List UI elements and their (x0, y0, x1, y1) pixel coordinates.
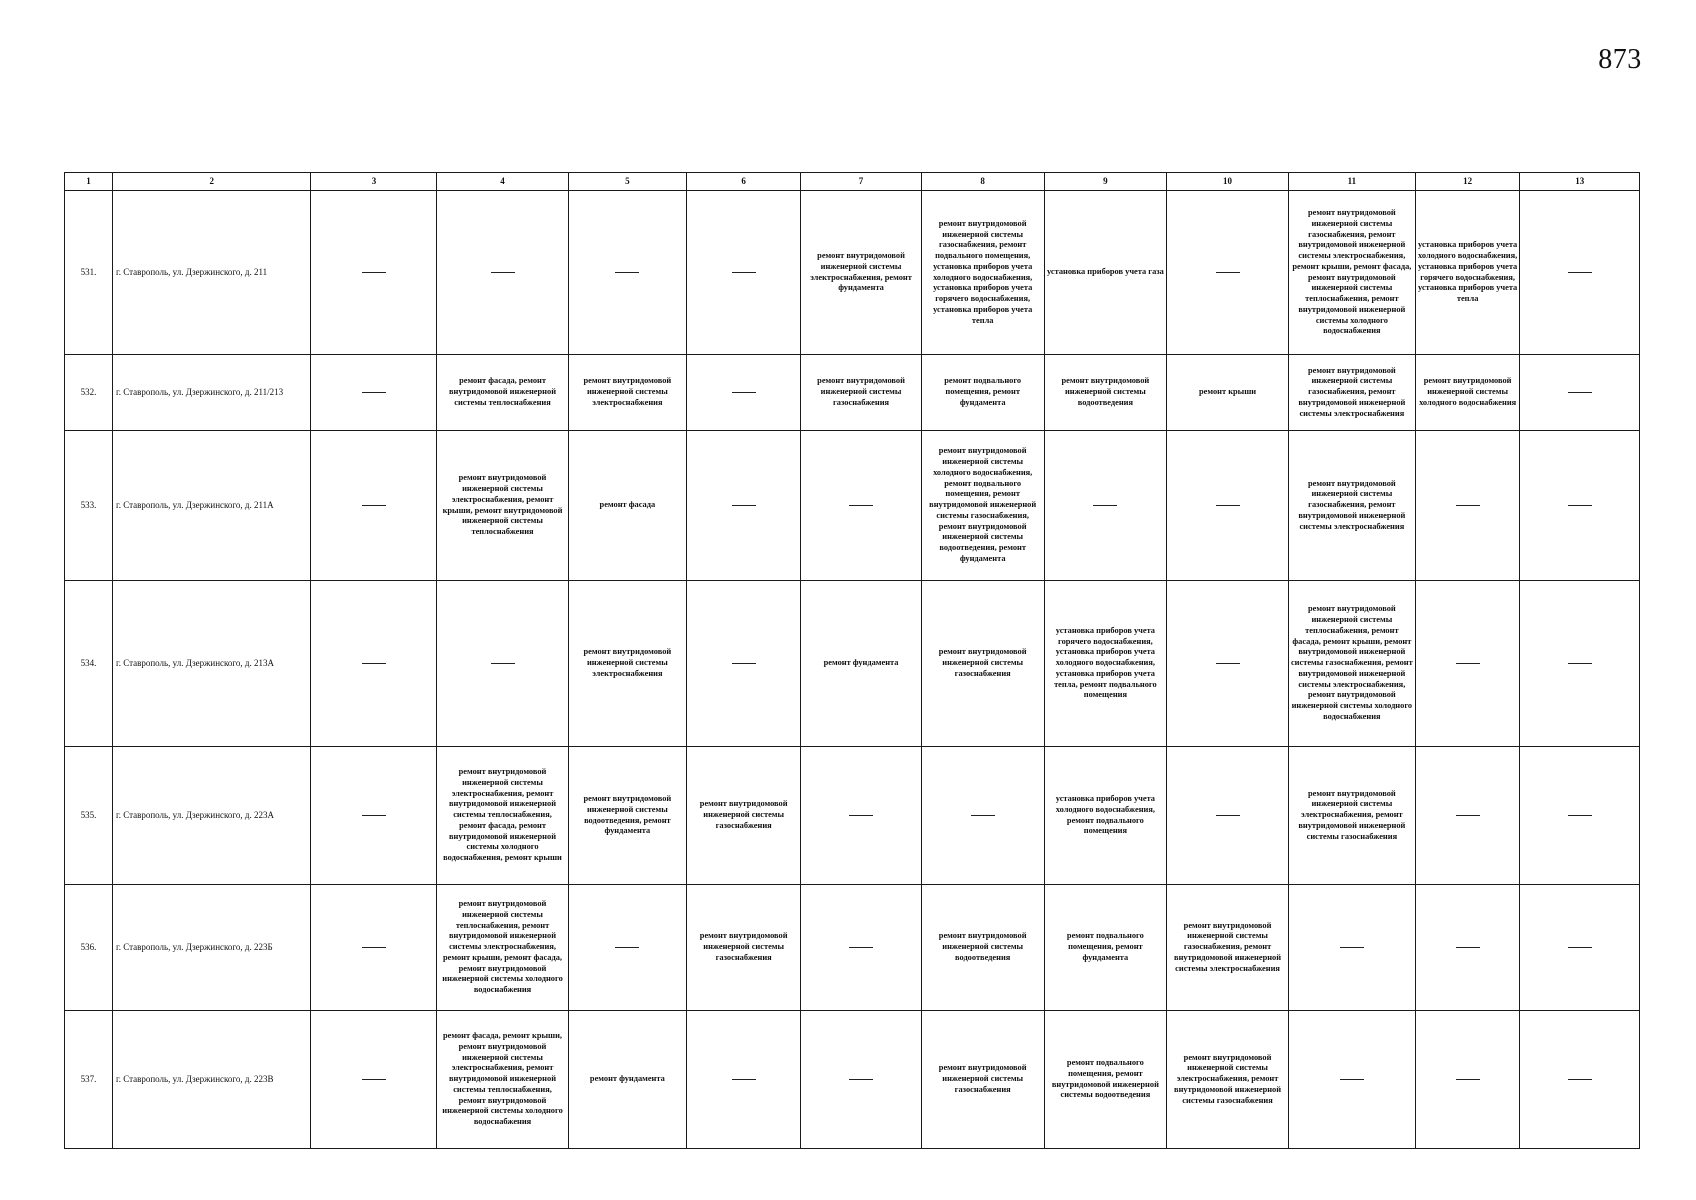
address-cell: г. Ставрополь, ул. Дзержинского, д. 223Б (113, 885, 311, 1011)
work-cell-col-4 (437, 191, 568, 355)
work-cell-col-12 (1415, 1011, 1520, 1149)
work-cell-col-10: ремонт крыши (1167, 355, 1289, 431)
address-cell: г. Ставрополь, ул. Дзержинского, д. 223В (113, 1011, 311, 1149)
address-cell: г. Ставрополь, ул. Дзержинского, д. 211А (113, 431, 311, 581)
row-number: 533. (65, 431, 113, 581)
work-cell-col-9: установка приборов учета газа (1044, 191, 1167, 355)
empty-dash (732, 663, 756, 664)
address-cell: г. Ставрополь, ул. Дзержинского, д. 223А (113, 747, 311, 885)
work-cell-col-3 (311, 581, 437, 747)
work-cell-col-6: ремонт внутридомовой инженерной системы газоснабжения (687, 747, 801, 885)
work-cell-col-4: ремонт внутридомовой инженерной системы теплоснабжения, ремонт внутридомовой инженерной системы электроснабжения, ремонт крыши, ремонт фасада, ремонт внутридомовой инженерной системы холодного водоснабжения (437, 885, 568, 1011)
table-body (65, 173, 1640, 1149)
empty-dash (362, 505, 386, 506)
empty-dash (1568, 1079, 1592, 1080)
work-cell-col-7: ремонт внутридомовой инженерной системы электроснабжения, ремонт фундамента (801, 191, 922, 355)
work-cell-col-7 (801, 885, 922, 1011)
work-cell-col-8 (921, 747, 1044, 885)
table-row (65, 581, 1640, 747)
empty-dash (1568, 272, 1592, 273)
column-number-8: 8 (921, 173, 1044, 191)
repair-schedule-table (64, 172, 1640, 1149)
work-cell-col-9: ремонт подвального помещения, ремонт фундамента (1044, 885, 1167, 1011)
empty-dash (1216, 272, 1240, 273)
empty-dash (732, 392, 756, 393)
empty-dash (615, 947, 639, 948)
empty-dash (1568, 663, 1592, 664)
work-cell-col-13 (1520, 885, 1640, 1011)
empty-dash (362, 272, 386, 273)
work-cell-col-7: ремонт внутридомовой инженерной системы газоснабжения (801, 355, 922, 431)
work-cell-col-3 (311, 885, 437, 1011)
table-row (65, 191, 1640, 355)
empty-dash (849, 505, 873, 506)
empty-dash (849, 815, 873, 816)
empty-dash (1568, 392, 1592, 393)
work-cell-col-11: ремонт внутридомовой инженерной системы газоснабжения, ремонт внутридомовой инженерной системы электроснабжения (1288, 355, 1415, 431)
column-number-3: 3 (311, 173, 437, 191)
work-cell-col-11 (1288, 1011, 1415, 1149)
work-cell-col-5: ремонт фундамента (568, 1011, 686, 1149)
work-cell-col-4: ремонт фасада, ремонт крыши, ремонт внутридомовой инженерной системы электроснабжения, ремонт внутридомовой инженерной системы теплоснабжения, ремонт внутридомовой инженерной системы холодного водоснабжения (437, 1011, 568, 1149)
empty-dash (732, 505, 756, 506)
address-cell: г. Ставрополь, ул. Дзержинского, д. 211 (113, 191, 311, 355)
work-cell-col-10 (1167, 747, 1289, 885)
empty-dash (1340, 1079, 1364, 1080)
work-cell-col-6 (687, 1011, 801, 1149)
work-cell-col-11 (1288, 885, 1415, 1011)
column-number-4: 4 (437, 173, 568, 191)
column-number-13: 13 (1520, 173, 1640, 191)
empty-dash (1568, 947, 1592, 948)
table-row (65, 1011, 1640, 1149)
empty-dash (615, 272, 639, 273)
table-row (65, 355, 1640, 431)
empty-dash (491, 272, 515, 273)
work-cell-col-9: ремонт внутридомовой инженерной системы водоотведения (1044, 355, 1167, 431)
column-number-10: 10 (1167, 173, 1289, 191)
empty-dash (1456, 815, 1480, 816)
empty-dash (732, 1079, 756, 1080)
column-number-12: 12 (1415, 173, 1520, 191)
work-cell-col-11: ремонт внутридомовой инженерной системы теплоснабжения, ремонт фасада, ремонт крыши, ремонт внутридомовой инженерной системы газоснабжения, ремонт внутридомовой инженерной системы электроснабжения, ремонт внутридомовой инженерной системы холодного водоснабжения (1288, 581, 1415, 747)
work-cell-col-9: установка приборов учета холодного водоснабжения, ремонт подвального помещения (1044, 747, 1167, 885)
work-cell-col-8: ремонт подвального помещения, ремонт фундамента (921, 355, 1044, 431)
work-cell-col-8: ремонт внутридомовой инженерной системы газоснабжения, ремонт подвального помещения, установка приборов учета холодного водоснабжения, установка приборов учета горячего водоснабжения, установка приборов учета тепла (921, 191, 1044, 355)
work-cell-col-4: ремонт внутридомовой инженерной системы электроснабжения, ремонт внутридомовой инженерной системы теплоснабжения, ремонт фасада, ремонт внутридомовой инженерной системы холодного водоснабжения, ремонт крыши (437, 747, 568, 885)
empty-dash (362, 1079, 386, 1080)
work-cell-col-13 (1520, 191, 1640, 355)
work-cell-col-3 (311, 355, 437, 431)
row-number: 531. (65, 191, 113, 355)
row-number: 534. (65, 581, 113, 747)
empty-dash (1456, 947, 1480, 948)
work-cell-col-13 (1520, 747, 1640, 885)
empty-dash (1568, 815, 1592, 816)
work-cell-col-3 (311, 191, 437, 355)
empty-dash (732, 272, 756, 273)
work-cell-col-3 (311, 747, 437, 885)
empty-dash (1093, 505, 1117, 506)
empty-dash (849, 947, 873, 948)
work-cell-col-4 (437, 581, 568, 747)
empty-dash (491, 663, 515, 664)
work-cell-col-11: ремонт внутридомовой инженерной системы газоснабжения, ремонт внутридомовой инженерной системы электроснабжения (1288, 431, 1415, 581)
address-cell: г. Ставрополь, ул. Дзержинского, д. 213А (113, 581, 311, 747)
work-cell-col-4: ремонт фасада, ремонт внутридомовой инженерной системы теплоснабжения (437, 355, 568, 431)
work-cell-col-5 (568, 885, 686, 1011)
work-cell-col-10 (1167, 431, 1289, 581)
work-cell-col-5: ремонт внутридомовой инженерной системы электроснабжения (568, 581, 686, 747)
work-cell-col-7 (801, 1011, 922, 1149)
work-cell-col-12: установка приборов учета холодного водоснабжения, установка приборов учета горячего водоснабжения, установка приборов учета тепла (1415, 191, 1520, 355)
work-cell-col-12 (1415, 431, 1520, 581)
column-number-11: 11 (1288, 173, 1415, 191)
work-cell-col-5: ремонт внутридомовой инженерной системы электроснабжения (568, 355, 686, 431)
empty-dash (1216, 663, 1240, 664)
work-cell-col-6 (687, 431, 801, 581)
column-number-5: 5 (568, 173, 686, 191)
work-cell-col-8: ремонт внутридомовой инженерной системы газоснабжения (921, 581, 1044, 747)
row-number: 535. (65, 747, 113, 885)
empty-dash (362, 815, 386, 816)
column-number-6: 6 (687, 173, 801, 191)
work-cell-col-4: ремонт внутридомовой инженерной системы электроснабжения, ремонт крыши, ремонт внутридомовой инженерной системы теплоснабжения (437, 431, 568, 581)
empty-dash (362, 947, 386, 948)
empty-dash (1456, 663, 1480, 664)
empty-dash (971, 815, 995, 816)
work-cell-col-5 (568, 191, 686, 355)
column-number-9: 9 (1044, 173, 1167, 191)
work-cell-col-9: ремонт подвального помещения, ремонт внутридомовой инженерной системы водоотведения (1044, 1011, 1167, 1149)
row-number: 536. (65, 885, 113, 1011)
work-cell-col-7 (801, 431, 922, 581)
work-cell-col-8: ремонт внутридомовой инженерной системы газоснабжения (921, 1011, 1044, 1149)
work-cell-col-6: ремонт внутридомовой инженерной системы газоснабжения (687, 885, 801, 1011)
empty-dash (362, 392, 386, 393)
work-cell-col-6 (687, 355, 801, 431)
table-row (65, 885, 1640, 1011)
work-cell-col-7 (801, 747, 922, 885)
work-cell-col-11: ремонт внутридомовой инженерной системы газоснабжения, ремонт внутридомовой инженерной системы электроснабжения, ремонт крыши, ремонт фасада, ремонт внутридомовой инженерной системы теплоснабжения, ремонт внутридомовой инженерной системы холодного водоснабжения (1288, 191, 1415, 355)
empty-dash (1456, 1079, 1480, 1080)
work-cell-col-11: ремонт внутридомовой инженерной системы электроснабжения, ремонт внутридомовой инженерной системы газоснабжения (1288, 747, 1415, 885)
work-cell-col-6 (687, 581, 801, 747)
address-cell: г. Ставрополь, ул. Дзержинского, д. 211/213 (113, 355, 311, 431)
page-number: 873 (1598, 44, 1642, 75)
column-number-row (65, 173, 1640, 191)
work-cell-col-3 (311, 431, 437, 581)
empty-dash (1568, 505, 1592, 506)
work-cell-col-12 (1415, 581, 1520, 747)
work-cell-col-13 (1520, 1011, 1640, 1149)
empty-dash (1456, 505, 1480, 506)
work-cell-col-13 (1520, 355, 1640, 431)
work-cell-col-5: ремонт внутридомовой инженерной системы водоотведения, ремонт фундамента (568, 747, 686, 885)
empty-dash (849, 1079, 873, 1080)
column-number-2: 2 (113, 173, 311, 191)
empty-dash (362, 663, 386, 664)
work-cell-col-9 (1044, 431, 1167, 581)
work-cell-col-6 (687, 191, 801, 355)
table-row (65, 747, 1640, 885)
work-cell-col-10: ремонт внутридомовой инженерной системы газоснабжения, ремонт внутридомовой инженерной системы электроснабжения (1167, 885, 1289, 1011)
work-cell-col-3 (311, 1011, 437, 1149)
work-cell-col-12 (1415, 885, 1520, 1011)
empty-dash (1340, 947, 1364, 948)
work-cell-col-10 (1167, 191, 1289, 355)
work-cell-col-8: ремонт внутридомовой инженерной системы холодного водоснабжения, ремонт подвального помещения, ремонт внутридомовой инженерной системы газоснабжения, ремонт внутридомовой инженерной системы водоотведения, ремонт фундамента (921, 431, 1044, 581)
work-cell-col-13 (1520, 581, 1640, 747)
column-number-7: 7 (801, 173, 922, 191)
table-row (65, 431, 1640, 581)
work-cell-col-5: ремонт фасада (568, 431, 686, 581)
work-cell-col-8: ремонт внутридомовой инженерной системы водоотведения (921, 885, 1044, 1011)
work-cell-col-7: ремонт фундамента (801, 581, 922, 747)
work-cell-col-9: установка приборов учета горячего водоснабжения, установка приборов учета холодного водоснабжения, установка приборов учета тепла, ремонт подвального помещения (1044, 581, 1167, 747)
work-cell-col-12: ремонт внутридомовой инженерной системы холодного водоснабжения (1415, 355, 1520, 431)
row-number: 532. (65, 355, 113, 431)
work-cell-col-10 (1167, 581, 1289, 747)
work-cell-col-12 (1415, 747, 1520, 885)
work-cell-col-10: ремонт внутридомовой инженерной системы электроснабжения, ремонт внутридомовой инженерной системы газоснабжения (1167, 1011, 1289, 1149)
work-cell-col-13 (1520, 431, 1640, 581)
column-number-1: 1 (65, 173, 113, 191)
empty-dash (1216, 505, 1240, 506)
empty-dash (1216, 815, 1240, 816)
row-number: 537. (65, 1011, 113, 1149)
